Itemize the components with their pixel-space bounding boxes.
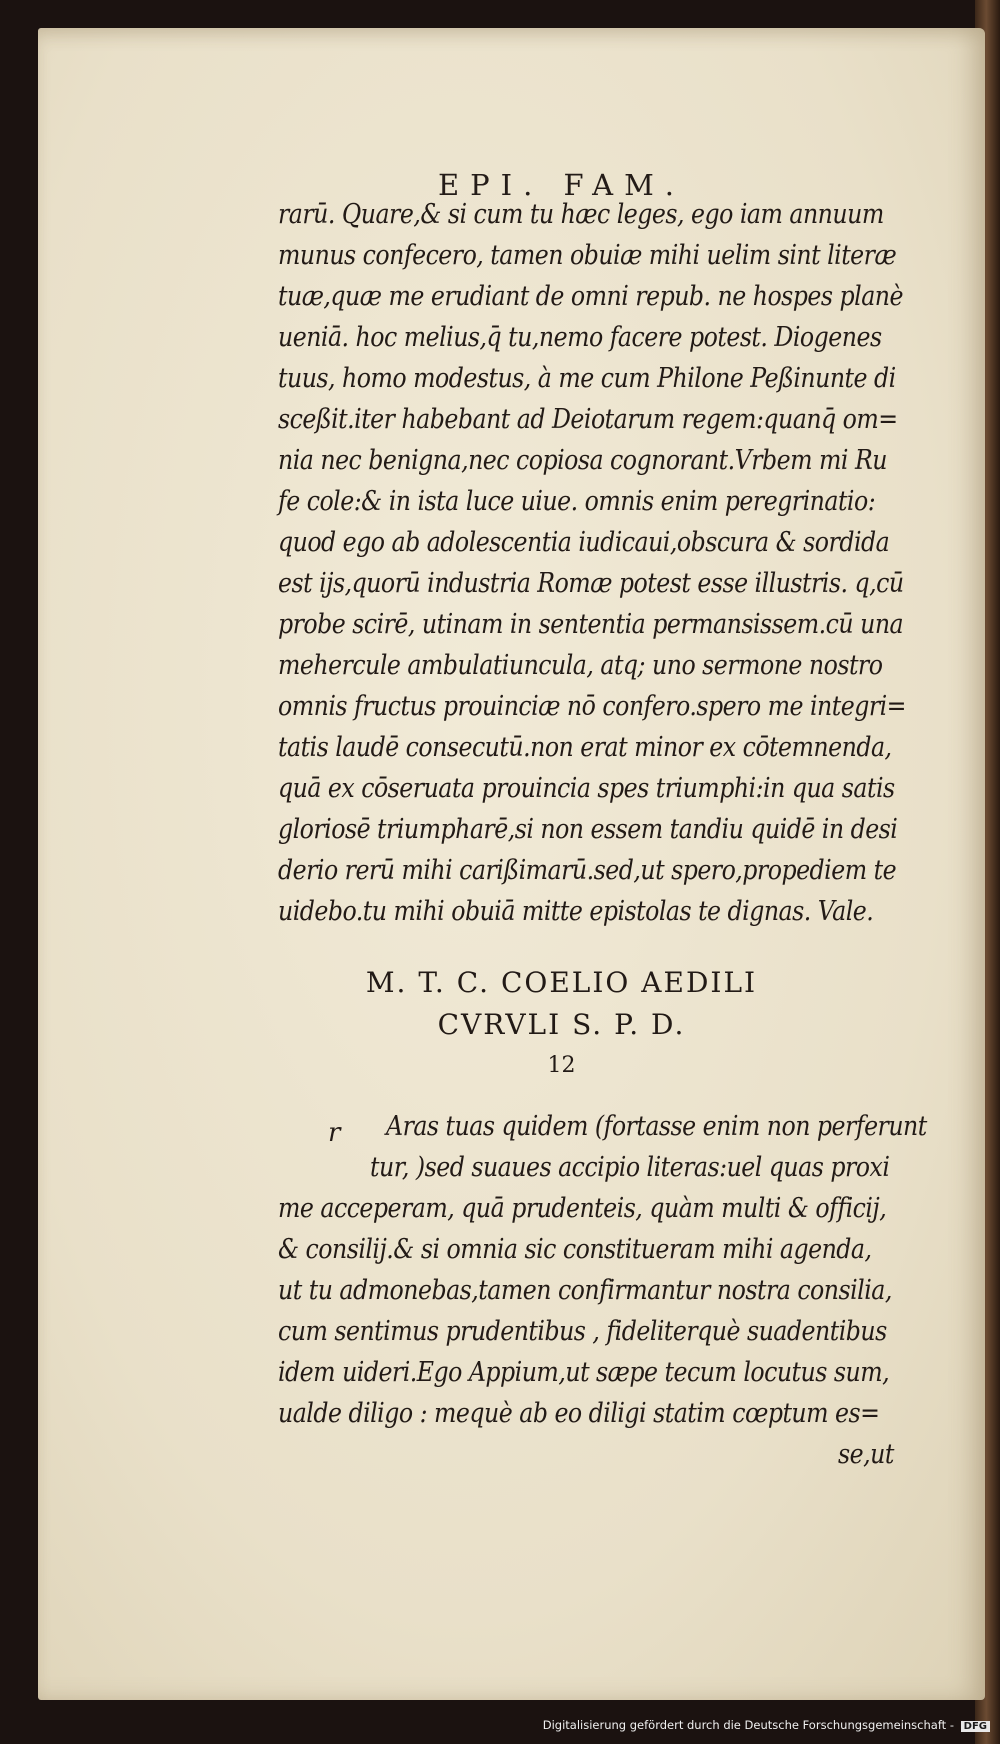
text-line: omnis fructus prouinciæ nō confero.spero me integri=	[278, 690, 906, 722]
footer-text: Digitalisierung gefördert durch die Deutsche Forschungsgemeinschaft -	[542, 1718, 954, 1732]
digitization-footer	[0, 1718, 1000, 1732]
text-line: tatis laudē consecutū.non erat minor ex cōtemnenda,	[278, 731, 892, 763]
text-line: gloriosē triumpharē,si non essem tandiu quidē in desi	[278, 813, 898, 845]
text-line: me acceperam, quā prudenteis, quàm multi & officij,	[278, 1192, 887, 1224]
text-line: & consilij.& si omnia sic constitueram mihi agenda,	[278, 1233, 872, 1265]
text-line: fe cole:& in ista luce uiue. omnis enim peregrinatio:	[278, 485, 876, 517]
catchword: se,ut	[838, 1438, 894, 1470]
text-line: Aras tuas quidem (fortasse enim non perferunt	[386, 1110, 927, 1142]
running-head: EPI. FAM.	[437, 168, 686, 202]
letter-heading-line-1: M. T. C. COELIO AEDILI	[365, 966, 758, 999]
text-line: cum sentimus prudentibus , fideliterquè suadentibus	[278, 1315, 887, 1347]
text-line: derio rerū mihi carißimarū.sed,ut spero,propediem te	[278, 854, 897, 886]
text-line: est ijs,quorū industria Romæ potest esse illustris. q,cū	[278, 567, 904, 599]
text-line: mehercule ambulatiuncula, atq; uno sermone nostro	[278, 649, 883, 681]
text-line: nia nec benigna,nec copiosa cognorant.Vrbem mi Ru	[278, 444, 887, 476]
text-line: ueniā. hoc melius,q̄ tu,nemo facere potest. Diogenes	[278, 321, 882, 353]
letter-number: 12	[547, 1053, 576, 1078]
text-line: ut tu admonebas,tamen confirmantur nostra consilia,	[278, 1274, 892, 1306]
text-line: tuus, homo modestus, à me cum Philone Peßinunte di	[278, 362, 896, 394]
text-line: probe scirē, utinam in sententia permansissem.cū una	[278, 608, 904, 640]
dfg-logo-icon: DFG	[961, 1721, 990, 1732]
text-line: tur, )sed suaues accipio literas:uel quas proxi	[370, 1151, 890, 1183]
text-line: sceßit.iter habebant ad Deiotarum regem:quanq̄ om=	[278, 403, 898, 435]
text-line: uidebo.tu mihi obuiā mitte epistolas te dignas. Vale.	[278, 895, 874, 927]
text-line: tuæ,quæ me erudiant de omni repub. ne hospes planè	[278, 280, 903, 312]
text-line: quod ego ab adolescentia iudicaui,obscura & sordida	[278, 526, 890, 558]
text-line: munus confecero, tamen obuiæ mihi uelim sint literæ	[278, 239, 897, 271]
text-line: idem uideri.Ego Appium,ut sæpe tecum locutus sum,	[278, 1356, 890, 1388]
text-line: rarū. Quare,& si cum tu hæc leges, ego iam annuum	[278, 198, 884, 230]
text-line: ualde diligo : mequè ab eo diligi statim cœptum es=	[278, 1397, 880, 1429]
text-line: quā ex cōseruata prouincia spes triumphi:in qua satis	[278, 772, 895, 804]
guide-letter: r	[328, 1118, 341, 1148]
letter-heading-line-2: CVRVLI S. P. D.	[437, 1008, 686, 1041]
book-page	[38, 28, 985, 1700]
